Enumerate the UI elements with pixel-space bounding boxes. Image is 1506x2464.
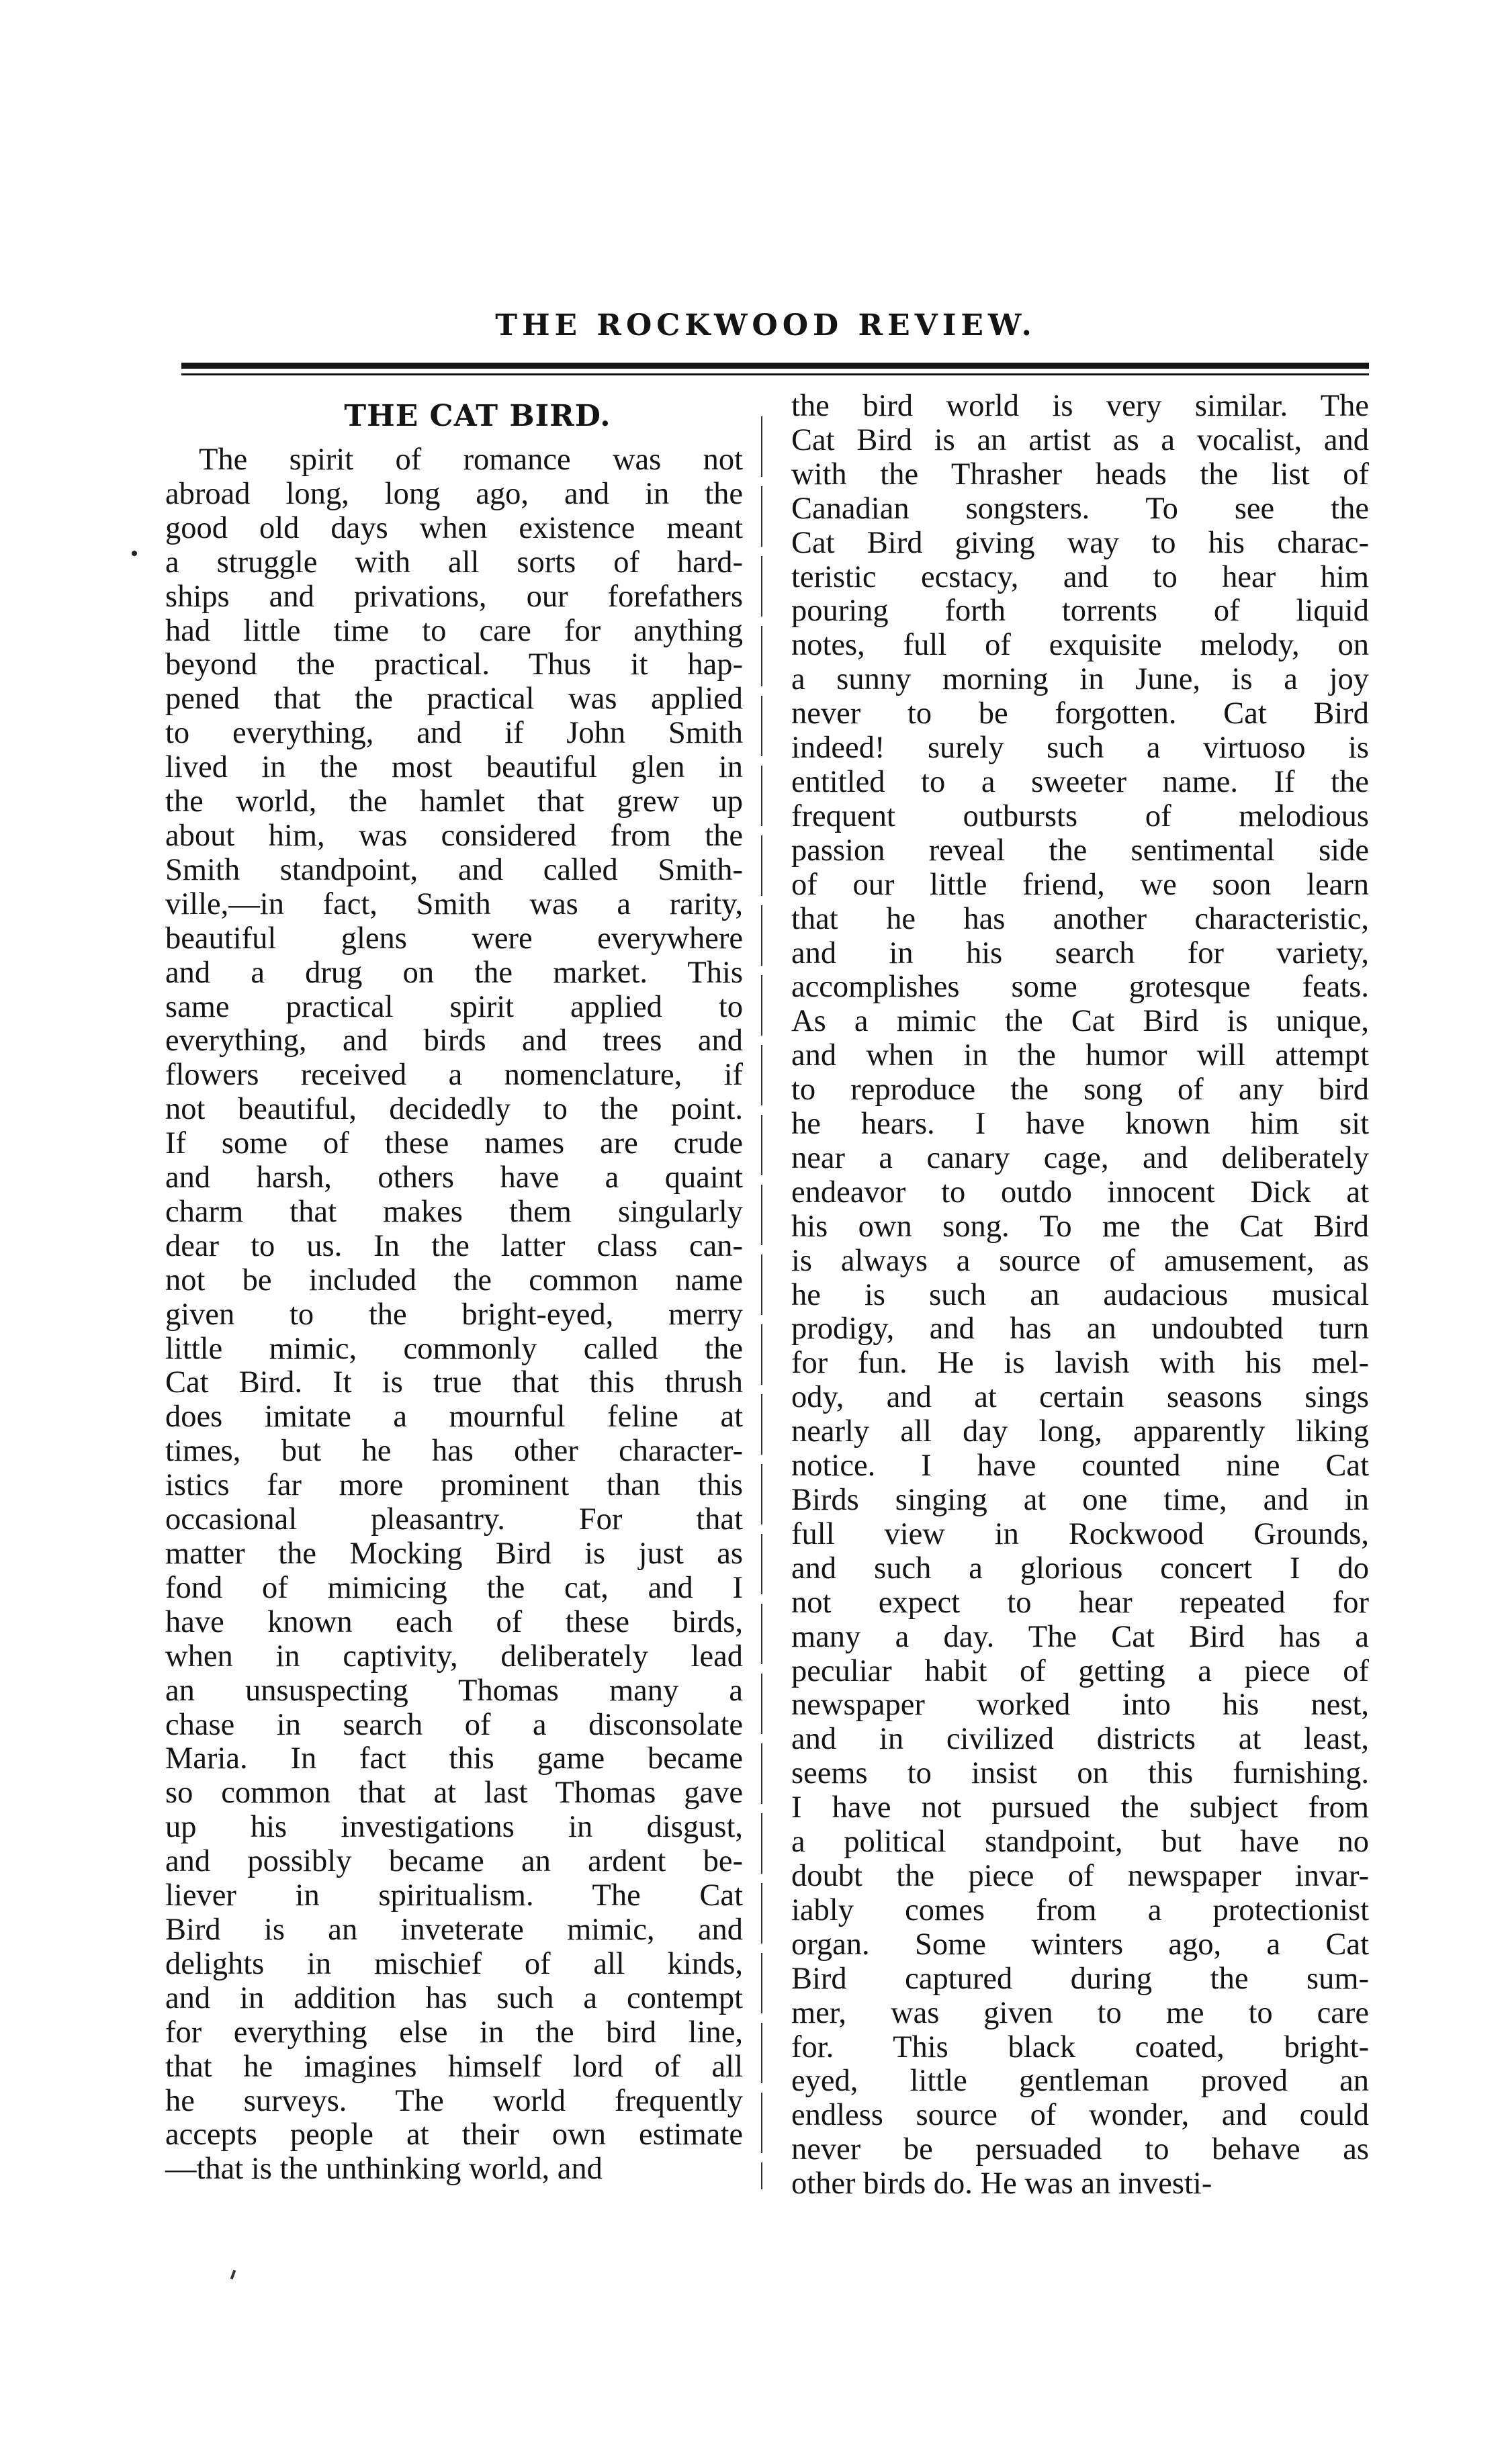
text-line: the bird world is very similar. The — [791, 389, 1369, 423]
text-line: endeavor to outdo innocent Dick at — [791, 1175, 1369, 1210]
text-line: ships and privations, our forefathers — [165, 579, 743, 614]
text-line: he is such an audacious musical — [791, 1277, 1369, 1312]
text-line: endless source of wonder, and could — [791, 2098, 1369, 2133]
text-line: liever in spiritualism. The Cat — [165, 1878, 743, 1913]
text-line: ody, and at certain seasons sings — [791, 1380, 1369, 1415]
text-line: for. This black coated, bright- — [791, 2029, 1369, 2064]
article-title: THE CAT BIRD. — [344, 399, 611, 433]
text-line: near a canary cage, and deliberately — [791, 1140, 1369, 1175]
text-line: Cat Bird is an artist as a vocalist, and — [791, 422, 1369, 457]
text-line: that he has another characteristic, — [791, 901, 1369, 936]
text-line: eyed, little gentleman proved an — [791, 2064, 1369, 2099]
text-line: to everything, and if John Smith — [165, 716, 743, 751]
left-column — [165, 396, 743, 2187]
text-line: and a drug on the market. This — [165, 955, 743, 990]
text-line: peculiar habit of getting a piece of — [791, 1653, 1369, 1688]
right-column-text — [791, 390, 1369, 2201]
text-line: so common that at last Thomas gave — [165, 1776, 743, 1811]
text-line: of our little friend, we soon learn — [791, 867, 1369, 902]
right-column — [791, 390, 1369, 2201]
text-line: Cat Bird. It is true that this thrush — [165, 1365, 743, 1400]
text-line: notice. I have counted nine Cat — [791, 1449, 1369, 1484]
text-line: nearly all day long, apparently liking — [791, 1414, 1369, 1449]
text-line: Bird captured during the sum- — [791, 1961, 1369, 1996]
text-line: doubt the piece of newspaper invar- — [791, 1858, 1369, 1893]
text-line: an unsuspecting Thomas many a — [165, 1673, 743, 1708]
text-line: and in civilized districts at least, — [791, 1722, 1369, 1757]
header-rule-thin — [181, 373, 1369, 375]
text-line: Canadian songsters. To see the — [791, 491, 1369, 526]
text-line: and harsh, others have a quaint — [165, 1160, 743, 1195]
text-line: newspaper worked into his nest, — [791, 1688, 1369, 1723]
text-line: about him, was considered from the — [165, 818, 743, 853]
text-line: little mimic, commonly called the — [165, 1331, 743, 1366]
text-line: a sunny morning in June, is a joy — [791, 662, 1369, 697]
text-line: not be included the common name — [165, 1263, 743, 1297]
text-line: abroad long, long ago, and in the — [165, 476, 743, 511]
text-line: have known each of these birds, — [165, 1604, 743, 1639]
text-line: As a mimic the Cat Bird is unique, — [791, 1004, 1369, 1039]
text-line: had little time to care for anything — [165, 613, 743, 648]
text-line: the world, the hamlet that grew up — [165, 784, 743, 819]
text-line: organ. Some winters ago, a Cat — [791, 1927, 1369, 1962]
text-line: mer, was given to me to care — [791, 1995, 1369, 2030]
text-line: accepts people at their own estimate — [165, 2117, 743, 2152]
text-line: for fun. He is lavish with his mel- — [791, 1346, 1369, 1381]
text-line: Bird is an inveterate mimic, and — [165, 1912, 743, 1947]
text-line: occasional pleasantry. For that — [165, 1502, 743, 1537]
text-line: same practical spirit applied to — [165, 989, 743, 1024]
text-line: notes, full of exquisite melody, on — [791, 628, 1369, 663]
text-line: If some of these names are crude — [165, 1126, 743, 1161]
text-line: fond of mimicing the cat, and I — [165, 1570, 743, 1605]
text-line: and possibly became an ardent be- — [165, 1844, 743, 1879]
text-line: he hears. I have known him sit — [791, 1107, 1369, 1142]
ink-speck — [132, 551, 137, 556]
text-line: beyond the practical. Thus it hap- — [165, 647, 743, 682]
left-column-text — [165, 443, 743, 2187]
text-line: teristic ecstacy, and to hear him — [791, 559, 1369, 594]
text-line: for everything else in the bird line, — [165, 2015, 743, 2050]
text-line: other birds do. He was an investi- — [791, 2166, 1212, 2201]
text-line: passion reveal the sentimental side — [791, 833, 1369, 868]
text-line: Maria. In fact this game became — [165, 1741, 743, 1776]
text-line: prodigy, and has an undoubted turn — [791, 1312, 1369, 1347]
text-line: beautiful glens were everywhere — [165, 921, 743, 956]
text-line: istics far more prominent than this — [165, 1468, 743, 1503]
text-line: matter the Mocking Bird is just as — [165, 1537, 743, 1571]
text-line: dear to us. In the latter class can- — [165, 1228, 743, 1263]
text-line: iably comes from a protectionist — [791, 1892, 1369, 1927]
text-line: and in his search for variety, — [791, 936, 1369, 970]
text-line: pouring forth torrents of liquid — [791, 594, 1369, 629]
text-line: and when in the humor will attempt — [791, 1038, 1369, 1073]
text-line: when in captivity, deliberately lead — [165, 1639, 743, 1674]
text-line: seems to insist on this furnishing. — [791, 1756, 1369, 1791]
text-line: indeed! surely such a virtuoso is — [791, 731, 1369, 766]
text-line: —that is the unthinking world, and — [165, 2152, 603, 2187]
text-line: that he imagines himself lord of all — [165, 2049, 743, 2084]
text-line: flowers received a nomenclature, if — [165, 1058, 743, 1093]
text-line: never to be forgotten. Cat Bird — [791, 696, 1369, 731]
text-line: Cat Bird giving way to his charac- — [791, 525, 1369, 560]
text-line: full view in Rockwood Grounds, — [791, 1516, 1369, 1551]
text-line: with the Thrasher heads the list of — [791, 457, 1369, 492]
text-line: and in addition has such a contempt — [165, 1980, 743, 2015]
text-line: times, but he has other character- — [165, 1434, 743, 1469]
text-line: The spirit of romance was not — [199, 443, 743, 477]
text-line: entitled to a sweeter name. If the — [791, 764, 1369, 799]
text-line: many a day. The Cat Bird has a — [791, 1619, 1369, 1654]
text-line: not expect to hear repeated for — [791, 1585, 1369, 1620]
text-line: a political standpoint, but have no — [791, 1825, 1369, 1860]
column-divider — [761, 416, 762, 2189]
text-line: he surveys. The world frequently — [165, 2083, 743, 2118]
text-line: accomplishes some grotesque feats. — [791, 970, 1369, 1005]
text-line: everything, and birds and trees and — [165, 1023, 743, 1058]
text-line: never be persuaded to behave as — [791, 2132, 1369, 2167]
ink-mark — [230, 2270, 236, 2280]
text-line: frequent outbursts of melodious — [791, 798, 1369, 833]
running-header: THE ROCKWOOD REVIEW. — [495, 308, 1036, 343]
text-line: a struggle with all sorts of hard- — [165, 545, 743, 580]
text-line: Birds singing at one time, and in — [791, 1483, 1369, 1517]
text-line: Smith standpoint, and called Smith- — [165, 852, 743, 887]
text-line: and such a glorious concert I do — [791, 1551, 1369, 1586]
text-line: chase in search of a disconsolate — [165, 1707, 743, 1742]
text-line: up his investigations in disgust, — [165, 1810, 743, 1845]
text-line: lived in the most beautiful glen in — [165, 750, 743, 785]
text-line: not beautiful, decidedly to the point. — [165, 1092, 743, 1127]
text-line: delights in mischief of all kinds, — [165, 1946, 743, 1981]
text-line: charm that makes them singularly — [165, 1194, 743, 1229]
text-line: good old days when existence meant — [165, 510, 743, 545]
text-line: pened that the practical was applied — [165, 682, 743, 717]
header-rule-thick — [181, 363, 1369, 369]
text-line: ville,—in fact, Smith was a rarity, — [165, 886, 743, 921]
text-line: given to the bright-eyed, merry — [165, 1297, 743, 1332]
text-line: I have not pursued the subject from — [791, 1790, 1369, 1825]
text-line: does imitate a mournful feline at — [165, 1400, 743, 1434]
text-line: is always a source of amusement, as — [791, 1243, 1369, 1278]
text-line: his own song. To me the Cat Bird — [791, 1209, 1369, 1244]
text-line: to reproduce the song of any bird — [791, 1073, 1369, 1107]
